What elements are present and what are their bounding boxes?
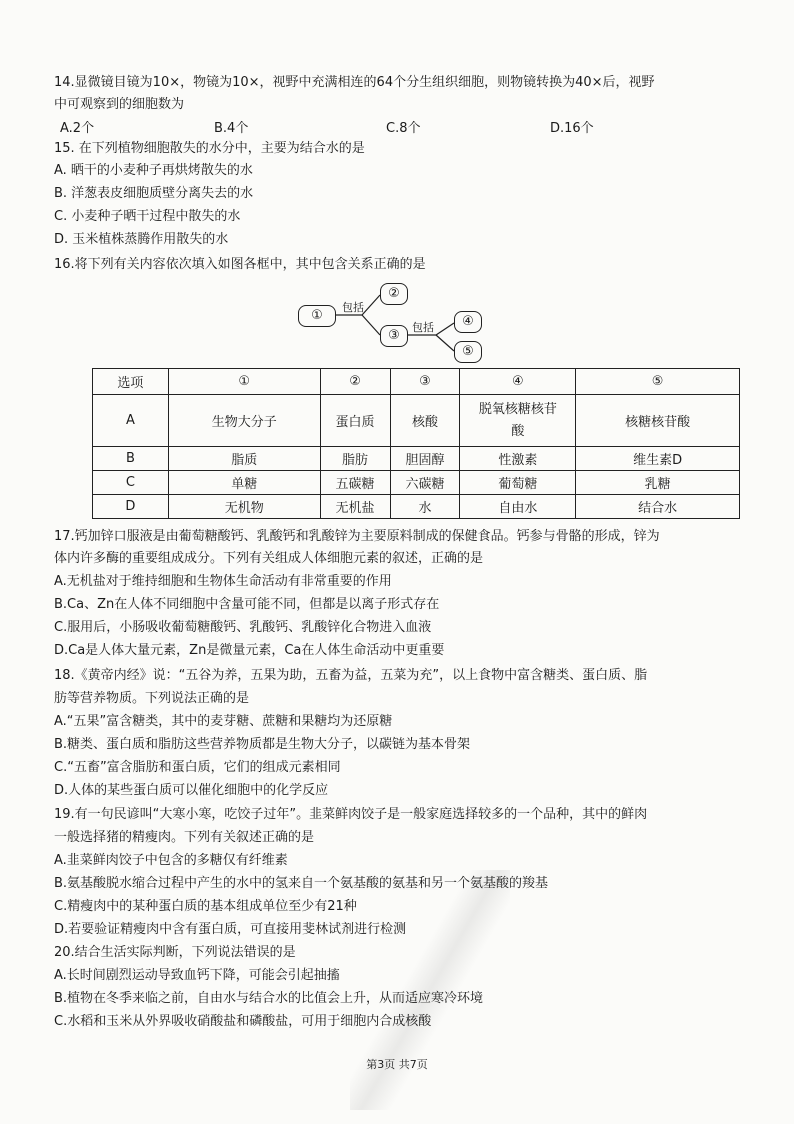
table-cell: 自由水 — [460, 495, 576, 519]
q17-option-b: B.Ca、Zn在人体不同细胞中含量可能不同，但都是以离子形式存在 — [54, 597, 440, 612]
inclusion-diagram — [296, 277, 496, 367]
diagram-node-5: ⑤ — [454, 341, 482, 363]
q14-options — [60, 117, 740, 135]
table-cell: 脱氧核糖核苷酸 — [460, 395, 576, 447]
table-cell: 核糖核苷酸 — [576, 395, 740, 447]
page-number: 第3页 共7页 — [366, 1058, 428, 1071]
q17-option-a: A.无机盐对于维持细胞和生物体生命活动有非常重要的作用 — [54, 574, 392, 589]
table-cell: 性激素 — [460, 447, 576, 471]
q19-stem-line2: 一般选择猪的精瘦肉。下列有关叙述正确的是 — [54, 830, 315, 845]
q20-option-c: C.水稻和玉米从外界吸收硝酸盐和磷酸盐，可用于细胞内合成核酸 — [54, 1014, 432, 1029]
q14-option-d: D.16个 — [550, 121, 594, 136]
table-row — [93, 395, 740, 447]
q18-option-a: A.“五果”富含糖类，其中的麦芽糖、蔗糖和果糖均为还原糖 — [54, 714, 393, 729]
table-cell: 胆固醇 — [390, 447, 460, 471]
q18-option-d: D.人体的某些蛋白质可以催化细胞中的化学反应 — [54, 783, 329, 798]
table-cell: 单糖 — [168, 471, 320, 495]
table-cell: A — [93, 395, 169, 447]
table-row — [93, 447, 740, 471]
q18-stem-line1: 18.《黄帝内经》说：“五谷为养，五果为助，五畜为益，五菜为充”，以上食物中富含糖类、蛋白质、脂 — [54, 668, 648, 683]
table-header-cell: ④ — [460, 369, 576, 395]
q19-option-b: B.氨基酸脱水缩合过程中产生的水中的氢来自一个氨基酸的氨基和另一个氨基酸的羧基 — [54, 876, 549, 891]
q14-option-a: A.2个 — [60, 121, 95, 136]
q15-option-d: D. 玉米植株蒸腾作用散失的水 — [54, 232, 229, 247]
q18-option-c: C.“五畜”富含脂肪和蛋白质，它们的组成元素相同 — [54, 760, 341, 775]
q18-stem-line2: 肪等营养物质。下列说法正确的是 — [54, 691, 250, 706]
q15-option-a: A. 晒干的小麦种子再烘烤散失的水 — [54, 163, 253, 178]
q17-stem-line1: 17.钙加锌口服液是由葡萄糖酸钙、乳酸钙和乳酸锌为主要原料制成的保健食品。钙参与骨骼的形成，锌为 — [54, 529, 660, 544]
q18-option-b: B.糖类、蛋白质和脂肪这些营养物质都是生物大分子，以碳链为基本骨架 — [54, 737, 471, 752]
q20-stem: 20.结合生活实际判断，下列说法错误的是 — [54, 945, 296, 960]
table-header-cell: ③ — [390, 369, 460, 395]
table-cell: B — [93, 447, 169, 471]
table-header-cell: ① — [168, 369, 320, 395]
q15-option-b: B. 洋葱表皮细胞质壁分离失去的水 — [54, 186, 254, 201]
q20-option-a: A.长时间剧烈运动导致血钙下降，可能会引起抽搐 — [54, 968, 340, 983]
table-header-cell: 选项 — [93, 369, 169, 395]
diagram-node-3: ③ — [380, 325, 408, 347]
q14-option-b: B.4个 — [214, 121, 249, 136]
table-cell: 生物大分子 — [168, 395, 320, 447]
table-cell: 六碳糖 — [390, 471, 460, 495]
table-cell: D — [93, 495, 169, 519]
table-cell: 蛋白质 — [320, 395, 390, 447]
table-header-row — [93, 369, 740, 395]
table-cell: 乳糖 — [576, 471, 740, 495]
diagram-label-include-1: 包括 — [342, 301, 364, 314]
diagram-node-1: ① — [298, 305, 336, 327]
q20-option-b: B.植物在冬季来临之前，自由水与结合水的比值会上升，从而适应寒冷环境 — [54, 991, 484, 1006]
table-cell: 无机物 — [168, 495, 320, 519]
table-cell: 葡萄糖 — [460, 471, 576, 495]
table-cell: 脂肪 — [320, 447, 390, 471]
table-header-cell: ⑤ — [576, 369, 740, 395]
q19-option-d: D.若要验证精瘦肉中含有蛋白质，可直接用斐林试剂进行检测 — [54, 922, 407, 937]
q17-option-d: D.Ca是人体大量元素，Zn是微量元素，Ca在人体生命活动中更重要 — [54, 643, 445, 658]
table-cell: 核酸 — [390, 395, 460, 447]
table-cell: 水 — [390, 495, 460, 519]
q15-stem: 15. 在下列植物细胞散失的水分中，主要为结合水的是 — [54, 141, 365, 156]
q17-option-c: C.服用后，小肠吸收葡萄糖酸钙、乳酸钙、乳酸锌化合物进入血液 — [54, 620, 432, 635]
q19-option-c: C.精瘦肉中的某种蛋白质的基本组成单位至少有21种 — [54, 899, 357, 914]
q17-stem-line2: 体内许多酶的重要组成成分。下列有关组成人体细胞元素的叙述，正确的是 — [54, 551, 484, 566]
q14-option-c: C.8个 — [386, 121, 421, 136]
diagram-label-include-2: 包括 — [412, 321, 434, 334]
q19-stem-line1: 19.有一句民谚叫“大寒小寒，吃饺子过年”。韭菜鲜肉饺子是一般家庭选择较多的一个品种，其中的鲜肉 — [54, 807, 648, 822]
table-row — [93, 495, 740, 519]
q19-option-a: A.韭菜鲜肉饺子中包含的多糖仅有纤维素 — [54, 853, 288, 868]
table-cell: 五碳糖 — [320, 471, 390, 495]
table-cell: 脂质 — [168, 447, 320, 471]
q14-stem-line2: 中可观察到的细胞数为 — [54, 97, 185, 112]
table-header-cell: ② — [320, 369, 390, 395]
diagram-node-4: ④ — [454, 311, 482, 333]
q16-options-table — [92, 368, 740, 519]
table-cell: 维生素D — [576, 447, 740, 471]
table-cell: 无机盐 — [320, 495, 390, 519]
q14-stem-line1: 14.显微镜目镜为10×，物镜为10×，视野中充满相连的64个分生组织细胞，则物镜转换为40×后，视野 — [54, 75, 655, 90]
table-cell: 结合水 — [576, 495, 740, 519]
diagram-node-2: ② — [380, 283, 408, 305]
table-row — [93, 471, 740, 495]
q15-option-c: C. 小麦种子晒干过程中散失的水 — [54, 209, 241, 224]
table-cell: C — [93, 471, 169, 495]
q16-stem: 16.将下列有关内容依次填入如图各框中，其中包含关系正确的是 — [54, 257, 426, 272]
